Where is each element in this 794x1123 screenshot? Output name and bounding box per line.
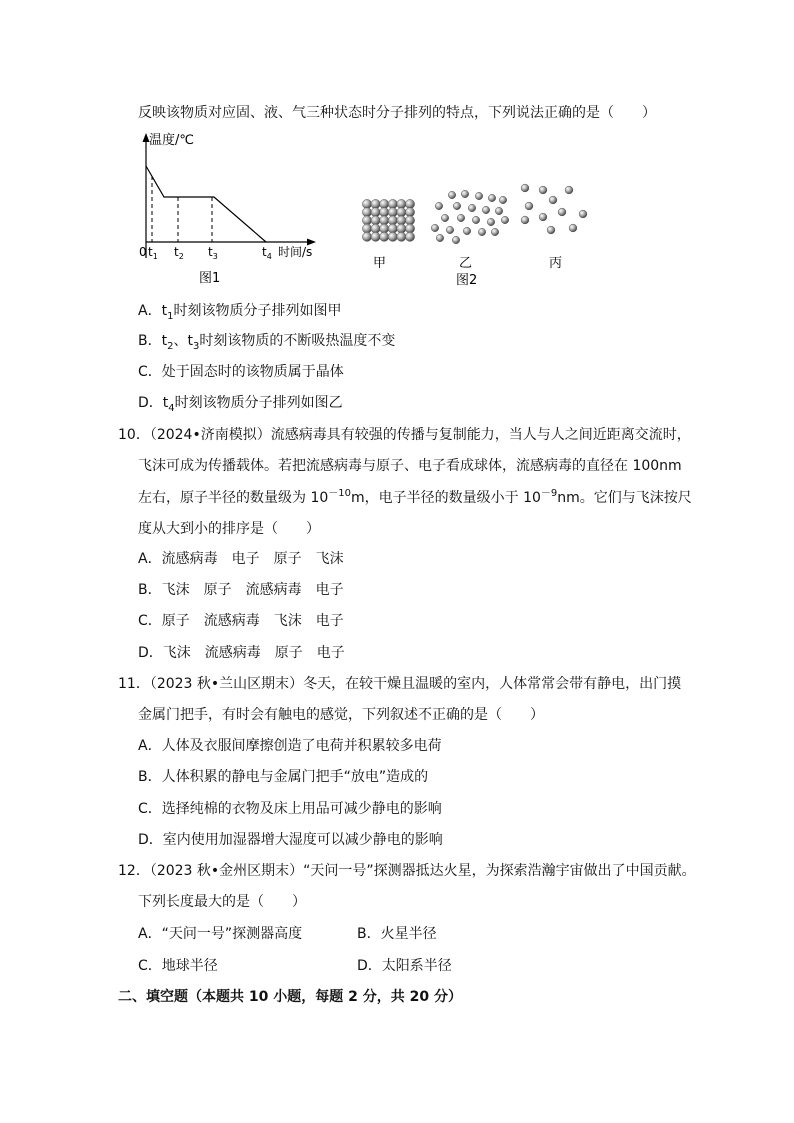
solid-molecule <box>397 232 406 241</box>
figure-2-molecules <box>355 180 605 290</box>
q9-option-d: D．$t_4$时刻该物质分子排列如图乙 <box>138 395 343 414</box>
liquid-molecule <box>448 191 455 198</box>
gas-molecule <box>565 186 573 194</box>
solid-molecule <box>405 232 414 241</box>
solid-molecule <box>388 232 397 241</box>
liquid-molecule <box>446 226 453 233</box>
q10-option-b: B．飞沫 原子 流感病毒 电子 <box>138 582 344 598</box>
liquid-molecule <box>436 234 443 241</box>
gas-molecule <box>521 184 529 192</box>
solid-molecule <box>371 216 380 225</box>
liquid-molecule <box>501 216 508 223</box>
q10-line-3: 左右，原子半径的数量级为 $10^{-10}m$，电子半径的数量级小于 $10^{-9}nm$。它们与飞沫按尺 <box>138 488 692 506</box>
q10-option-c: C．原子 流感病毒 飞沫 电子 <box>138 613 344 629</box>
solid-molecule <box>371 208 380 217</box>
liquid-molecule <box>472 216 479 223</box>
gas-molecule <box>525 202 533 210</box>
gas-molecule <box>539 186 547 194</box>
solid-molecule <box>388 224 397 233</box>
gas-molecule <box>569 224 577 232</box>
q9-stem: 反映该物质对应固、液、气三种状态时分子排列的特点，下列说法正确的是（ ） <box>138 105 656 121</box>
solid-molecule <box>371 232 380 241</box>
liquid-molecule <box>452 236 459 243</box>
q11-option-c: C．选择纯棉的衣物及床上用品可减少静电的影响 <box>138 801 442 817</box>
solid-molecule <box>397 216 406 225</box>
liquid-molecule <box>475 192 482 199</box>
solid-molecule <box>405 216 414 225</box>
section-2-heading: 二、填空题（本题共 10 小题，每题 2 分，共 20 分） <box>118 989 462 1005</box>
t4-label: $t_4$ <box>262 245 272 261</box>
solid-molecule <box>388 208 397 217</box>
solid-molecule <box>371 224 380 233</box>
solid-molecule <box>388 199 397 208</box>
liquid-molecule <box>457 214 464 221</box>
label-bing: 丙 <box>549 256 563 271</box>
solid-molecule <box>380 224 389 233</box>
gas-molecule <box>539 213 547 221</box>
liquid-molecule <box>482 206 489 213</box>
t1-label: $t_1$ <box>148 245 158 261</box>
liquid-molecule <box>488 194 495 201</box>
q12-line-1: 12．（2023 秋•金州区期末）“天问一号”探测器抵达火星，为探索浩瀚宇宙做出了中国贡献。 <box>118 863 696 879</box>
solid-molecule <box>362 224 371 233</box>
solid-arrangement-jia <box>362 199 414 241</box>
solid-molecule <box>405 199 414 208</box>
solid-molecule <box>397 208 406 217</box>
solid-molecule <box>397 224 406 233</box>
solid-molecule <box>362 232 371 241</box>
label-yi: 乙 <box>459 256 473 271</box>
gas-arrangement-bing <box>521 184 587 234</box>
liquid-molecule <box>499 196 506 203</box>
gas-molecule <box>521 216 529 224</box>
q9-option-b: B．$t_2$、$t_3$时刻该物质的不断吸热温度不变 <box>138 333 396 352</box>
label-jia: 甲 <box>373 256 387 271</box>
q12-option-c: C．地球半径 <box>138 958 218 974</box>
q10-line-2: 飞沫可成为传播载体。若把流感病毒与原子、电子看成球体，流感病毒的直径在 100nm <box>138 458 682 474</box>
solid-molecule <box>371 199 380 208</box>
liquid-molecule <box>461 190 468 197</box>
y-axis-label: 温度/℃ <box>149 133 194 148</box>
q12-option-d: D．太阳系半径 <box>357 958 452 974</box>
liquid-molecule <box>463 227 470 234</box>
liquid-molecule <box>468 204 475 211</box>
q10-option-a: A．流感病毒 电子 原子 飞沫 <box>138 551 344 567</box>
q11-line-2: 金属门把手，有时会有触电的感觉，下列叙述不正确的是（ ） <box>138 707 544 723</box>
q11-line-1: 11．（2023 秋•兰山区期末）冬天，在较干燥且温暖的室内，人体常常会带有静电，出门摸 <box>118 676 682 692</box>
liquid-molecule <box>431 224 438 231</box>
solid-molecule <box>380 216 389 225</box>
solid-molecule <box>405 224 414 233</box>
figure-2-caption: 图2 <box>456 273 478 288</box>
figure-1-graph <box>130 130 330 290</box>
q12-line-2: 下列长度最大的是（ ） <box>138 894 306 910</box>
gas-molecule <box>547 226 555 234</box>
solid-molecule <box>405 208 414 217</box>
q10-option-d: D．飞沫 流感病毒 原子 电子 <box>138 645 345 661</box>
solid-molecule <box>380 208 389 217</box>
q11-option-d: D．室内使用加湿器增大湿度可以减少静电的影响 <box>138 832 443 848</box>
liquid-molecule <box>491 228 498 235</box>
solid-molecule <box>380 199 389 208</box>
solid-molecule <box>388 216 397 225</box>
temperature-curve <box>146 166 266 242</box>
q10-line-1: 10．（2024•济南模拟）流感病毒具有较强的传播与复制能力，当人与人之间近距离交流时， <box>118 427 691 443</box>
solid-molecule <box>362 216 371 225</box>
t2-label: $t_2$ <box>174 245 184 261</box>
liquid-molecule <box>495 207 502 214</box>
solid-molecule <box>380 232 389 241</box>
x-axis-label: 时间/s <box>278 245 313 259</box>
figure-1-caption: 图1 <box>199 271 221 286</box>
origin-label: 0 <box>139 245 147 259</box>
solid-molecule <box>362 199 371 208</box>
q9-option-c: C．处于固态时的该物质属于晶体 <box>138 364 344 380</box>
q11-option-b: B．人体积累的静电与金属门把手“放电”造成的 <box>138 769 429 785</box>
gas-molecule <box>549 196 557 204</box>
gas-molecule <box>579 210 587 218</box>
solid-molecule <box>362 208 371 217</box>
liquid-molecule <box>435 202 442 209</box>
q12-option-a: A．“天问一号”探测器高度 <box>138 926 303 942</box>
liquid-molecule <box>478 228 485 235</box>
gas-molecule <box>558 208 566 216</box>
t3-label: $t_3$ <box>208 245 218 261</box>
q9-option-a: A．$t_1$时刻该物质分子排列如图甲 <box>138 303 342 322</box>
q12-option-b: B．火星半径 <box>357 926 437 942</box>
liquid-molecule <box>487 218 494 225</box>
liquid-molecule <box>453 202 460 209</box>
liquid-molecule <box>441 214 448 221</box>
liquid-arrangement-yi <box>431 190 508 243</box>
q11-option-a: A．人体及衣服间摩擦创造了电荷并积累较多电荷 <box>138 738 442 754</box>
q10-line-4: 度从大到小的排序是（ ） <box>138 521 320 537</box>
solid-molecule <box>397 199 406 208</box>
